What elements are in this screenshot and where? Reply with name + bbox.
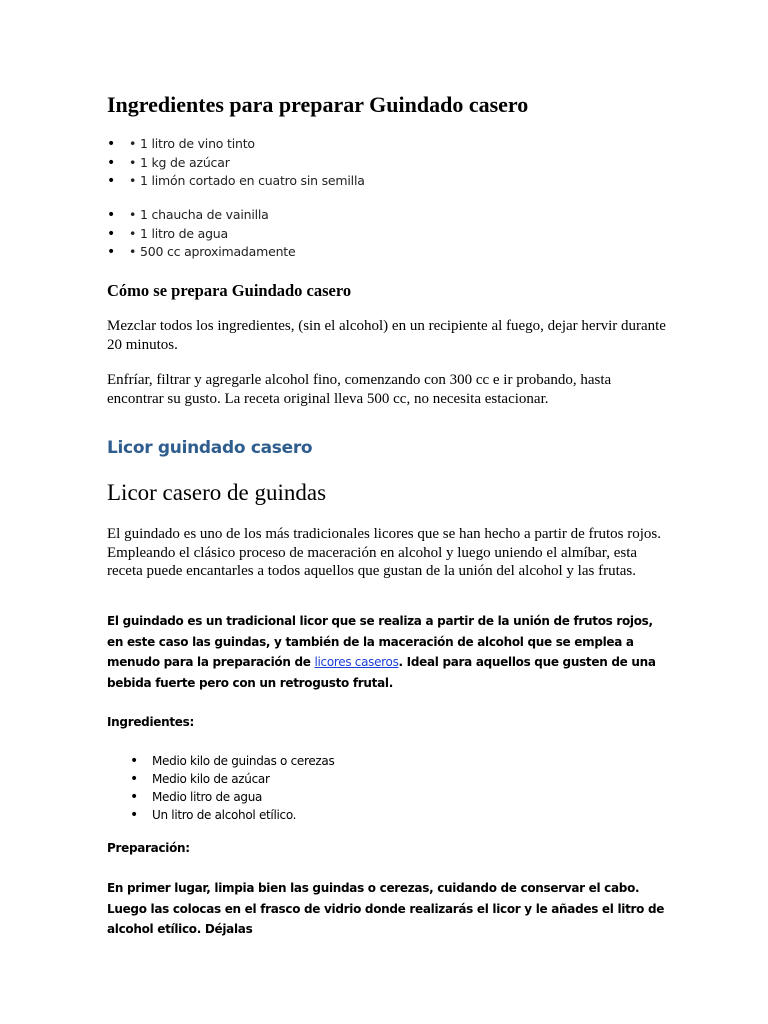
bold-paragraph: [107, 611, 667, 693]
page-title: Ingredientes para preparar Guindado casero: [107, 92, 529, 117]
list-item: • • 1 limón cortado en cuatro sin semilla: [107, 172, 365, 191]
ingredients-label: Ingredientes:: [107, 715, 194, 729]
licores-caseros-link[interactable]: licores caseros: [314, 655, 399, 669]
list-item: • • 500 cc aproximadamente: [107, 243, 296, 262]
ingredients-list-2: [107, 206, 296, 262]
ingredients-list-1: [107, 135, 365, 191]
list-item: • • 1 kg de azúcar: [107, 154, 365, 173]
list-item: • Medio kilo de azúcar: [130, 770, 334, 788]
list-item: • • 1 litro de vino tinto: [107, 135, 365, 154]
list-item: • • 1 chaucha de vainilla: [107, 206, 296, 225]
paragraph-how-1: Mezclar todos los ingredientes, (sin el alcohol) en un recipiente al fuego, dejar hervir durante 20 minutos.: [107, 318, 666, 353]
section-title: Licor casero de guindas: [107, 480, 327, 505]
list-item: • • 1 litro de agua: [107, 225, 296, 244]
section-heading-how: Cómo se prepara Guindado casero: [107, 281, 352, 300]
list-item: • Un litro de alcohol etílico.: [130, 806, 334, 824]
list-item: • Medio kilo de guindas o cerezas: [130, 752, 334, 770]
preparation-text: En primer lugar, limpia bien las guindas o cerezas, cuidando de conservar el cabo. Luego las colocas en el frasco de vidrio donde realizarás el licor y le añades el litro de alcohol etílico. Déjalas: [107, 881, 665, 936]
intro-paragraph: El guindado es uno de los más tradicionales licores que se han hecho a partir de frutos rojos. Empleando el clásico proceso de maceración en alcohol y luego uniendo el almíbar, esta receta puede encantarles a todos aquellos que gustan de la unión del alcohol y las frutas.: [107, 526, 662, 579]
paragraph-how-2: Enfríar, filtrar y agregarle alcohol fino, comenzando con 300 cc e ir probando, hasta encontrar su gusto. La receta original lleva 500 cc, no necesita estacionar.: [107, 372, 612, 407]
preparation-label: Preparación:: [107, 841, 190, 855]
blue-subheading: Licor guindado casero: [107, 438, 313, 458]
list-item: • Medio litro de agua: [130, 788, 334, 806]
ingredients-list-3: [130, 752, 334, 824]
bold-text-part1: El guindado es un tradicional licor que se realiza a partir de la unión de frutos rojos, en este caso las guindas, y también de la maceración de alcohol que se emplea a menudo para la preparación de: [107, 614, 653, 669]
bold-text-part2: . Ideal para aquellos que gusten de una bebida fuerte pero con un retrogusto frutal.: [107, 655, 656, 690]
